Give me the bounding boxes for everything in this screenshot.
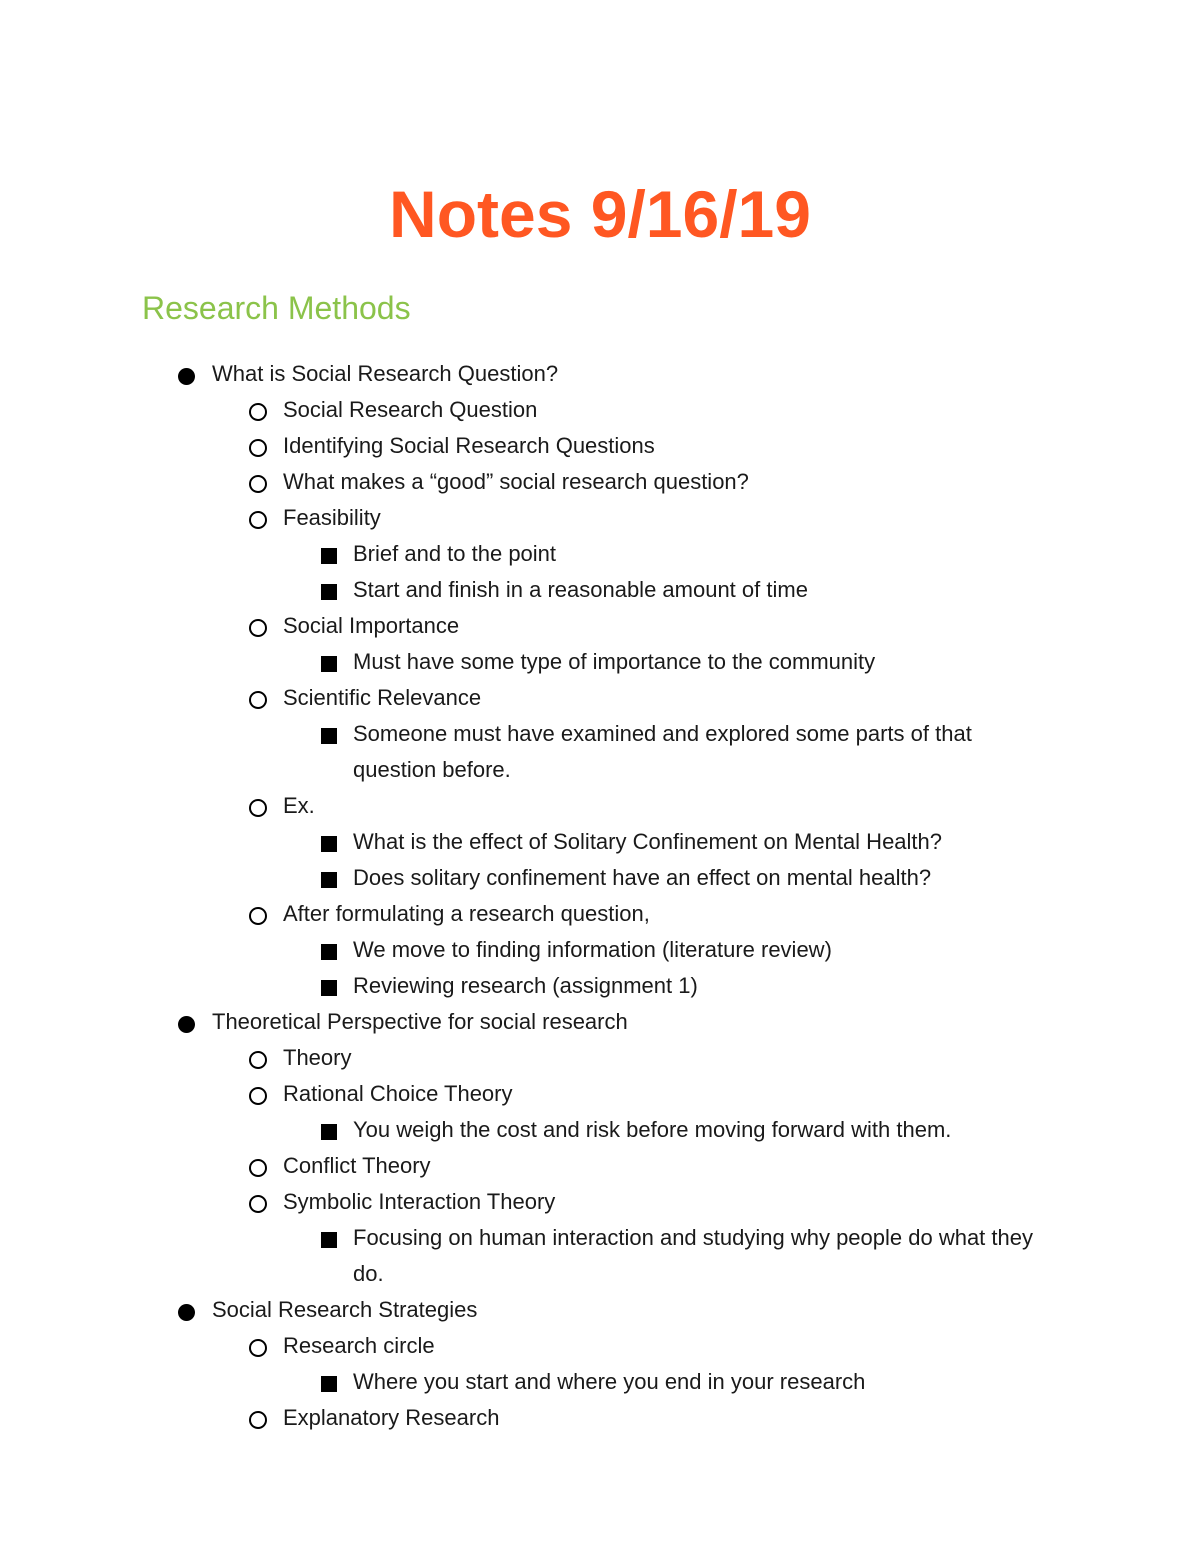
- outline-item-text: We move to finding information (literature review): [353, 937, 832, 962]
- outline-item-level-2: [0, 1040, 1033, 1076]
- filled-square-icon: [321, 836, 337, 852]
- hollow-circle-icon: [249, 1411, 267, 1429]
- outline-item-level-3: [0, 968, 1033, 1004]
- outline-item-level-3: [0, 860, 1033, 896]
- outline-item-level-3: [0, 824, 1033, 860]
- hollow-circle-icon: [249, 1051, 267, 1069]
- outline-item-text: Scientific Relevance: [283, 685, 482, 710]
- outline-item-text: Symbolic Interaction Theory: [283, 1189, 556, 1214]
- outline-item-text: Where you start and where you end in your research: [353, 1369, 866, 1394]
- filled-square-icon: [321, 980, 337, 996]
- outline-item-level-2: [0, 1328, 1033, 1364]
- outline-item-level-2: [0, 464, 1033, 500]
- outline-item-text: Feasibility: [283, 505, 381, 530]
- outline-item-text: Someone must have examined and explored some parts of that question before.: [353, 721, 972, 782]
- outline-item-level-3: [0, 536, 1033, 572]
- outline-item-text: Focusing on human interaction and studying why people do what they do.: [353, 1225, 1033, 1286]
- hollow-circle-icon: [249, 691, 267, 709]
- outline-item-text: Start and finish in a reasonable amount of time: [353, 577, 808, 602]
- outline-item-level-2: [0, 1184, 1033, 1220]
- hollow-circle-icon: [249, 403, 267, 421]
- hollow-circle-icon: [249, 511, 267, 529]
- hollow-circle-icon: [249, 619, 267, 637]
- outline-item-level-2: [0, 392, 1033, 428]
- hollow-circle-icon: [249, 475, 267, 493]
- outline-item-text: Rational Choice Theory: [283, 1081, 513, 1106]
- outline-item-text: Must have some type of importance to the community: [353, 649, 876, 674]
- filled-circle-icon: [178, 1304, 195, 1321]
- outline-item-text: Explanatory Research: [283, 1405, 500, 1430]
- outline-item-level-1: [0, 1292, 1032, 1328]
- outline-item-text: You weigh the cost and risk before moving forward with them.: [353, 1117, 952, 1142]
- outline-item-level-3: [0, 1364, 1033, 1400]
- outline-item-text: Brief and to the point: [353, 541, 557, 566]
- outline-item-level-3: [0, 932, 1033, 968]
- filled-square-icon: [321, 1376, 337, 1392]
- filled-square-icon: [321, 548, 337, 564]
- outline-item-text: Social Importance: [283, 613, 460, 638]
- hollow-circle-icon: [249, 1159, 267, 1177]
- outline-item-level-1: [0, 356, 1032, 392]
- hollow-circle-icon: [249, 439, 267, 457]
- outline-item-level-2: [0, 680, 1033, 716]
- outline-item-text: Reviewing research (assignment 1): [353, 973, 698, 998]
- filled-square-icon: [321, 1124, 337, 1140]
- hollow-circle-icon: [249, 1339, 267, 1357]
- outline-item-text: Does solitary confinement have an effect on mental health?: [353, 865, 932, 890]
- hollow-circle-icon: [249, 1087, 267, 1105]
- outline-item-level-2: [0, 788, 1033, 824]
- outline-item-level-3: [0, 716, 1033, 788]
- outline-item-level-2: [0, 1076, 1033, 1112]
- outline-item-text: What is Social Research Question?: [212, 361, 559, 386]
- filled-square-icon: [321, 728, 337, 744]
- outline-item-text: Conflict Theory: [283, 1153, 431, 1178]
- filled-square-icon: [321, 872, 337, 888]
- notes-outline: [0, 356, 1200, 1436]
- outline-item-text: After formulating a research question,: [283, 901, 650, 926]
- filled-circle-icon: [178, 368, 195, 385]
- outline-item-text: Ex.: [283, 793, 315, 818]
- outline-item-text: What makes a “good” social research question?: [283, 469, 749, 494]
- section-heading: Research Methods: [142, 290, 411, 326]
- outline-item-text: Research circle: [283, 1333, 435, 1358]
- outline-item-level-3: [0, 644, 1033, 680]
- outline-item-text: Theory: [283, 1045, 352, 1070]
- outline-item-text: What is the effect of Solitary Confinement on Mental Health?: [353, 829, 943, 854]
- outline-item-level-3: [0, 1112, 1033, 1148]
- filled-circle-icon: [178, 1016, 195, 1033]
- outline-item-level-2: [0, 428, 1033, 464]
- outline-item-level-1: [0, 1004, 1032, 1040]
- hollow-circle-icon: [249, 1195, 267, 1213]
- outline-item-level-2: [0, 500, 1033, 536]
- filled-square-icon: [321, 1232, 337, 1248]
- outline-item-text: Social Research Strategies: [212, 1297, 478, 1322]
- outline-item-level-3: [0, 572, 1033, 608]
- filled-square-icon: [321, 584, 337, 600]
- outline-item-level-3: [0, 1220, 1033, 1292]
- outline-item-text: Theoretical Perspective for social research: [212, 1009, 628, 1034]
- outline-item-level-2: [0, 1400, 1033, 1436]
- outline-item-level-2: [0, 896, 1033, 932]
- filled-square-icon: [321, 656, 337, 672]
- outline-item-level-2: [0, 608, 1033, 644]
- hollow-circle-icon: [249, 907, 267, 925]
- hollow-circle-icon: [249, 799, 267, 817]
- page-title: Notes 9/16/19: [389, 177, 811, 251]
- outline-item-text: Social Research Question: [283, 397, 538, 422]
- filled-square-icon: [321, 944, 337, 960]
- outline-item-text: Identifying Social Research Questions: [283, 433, 655, 458]
- outline-item-level-2: [0, 1148, 1033, 1184]
